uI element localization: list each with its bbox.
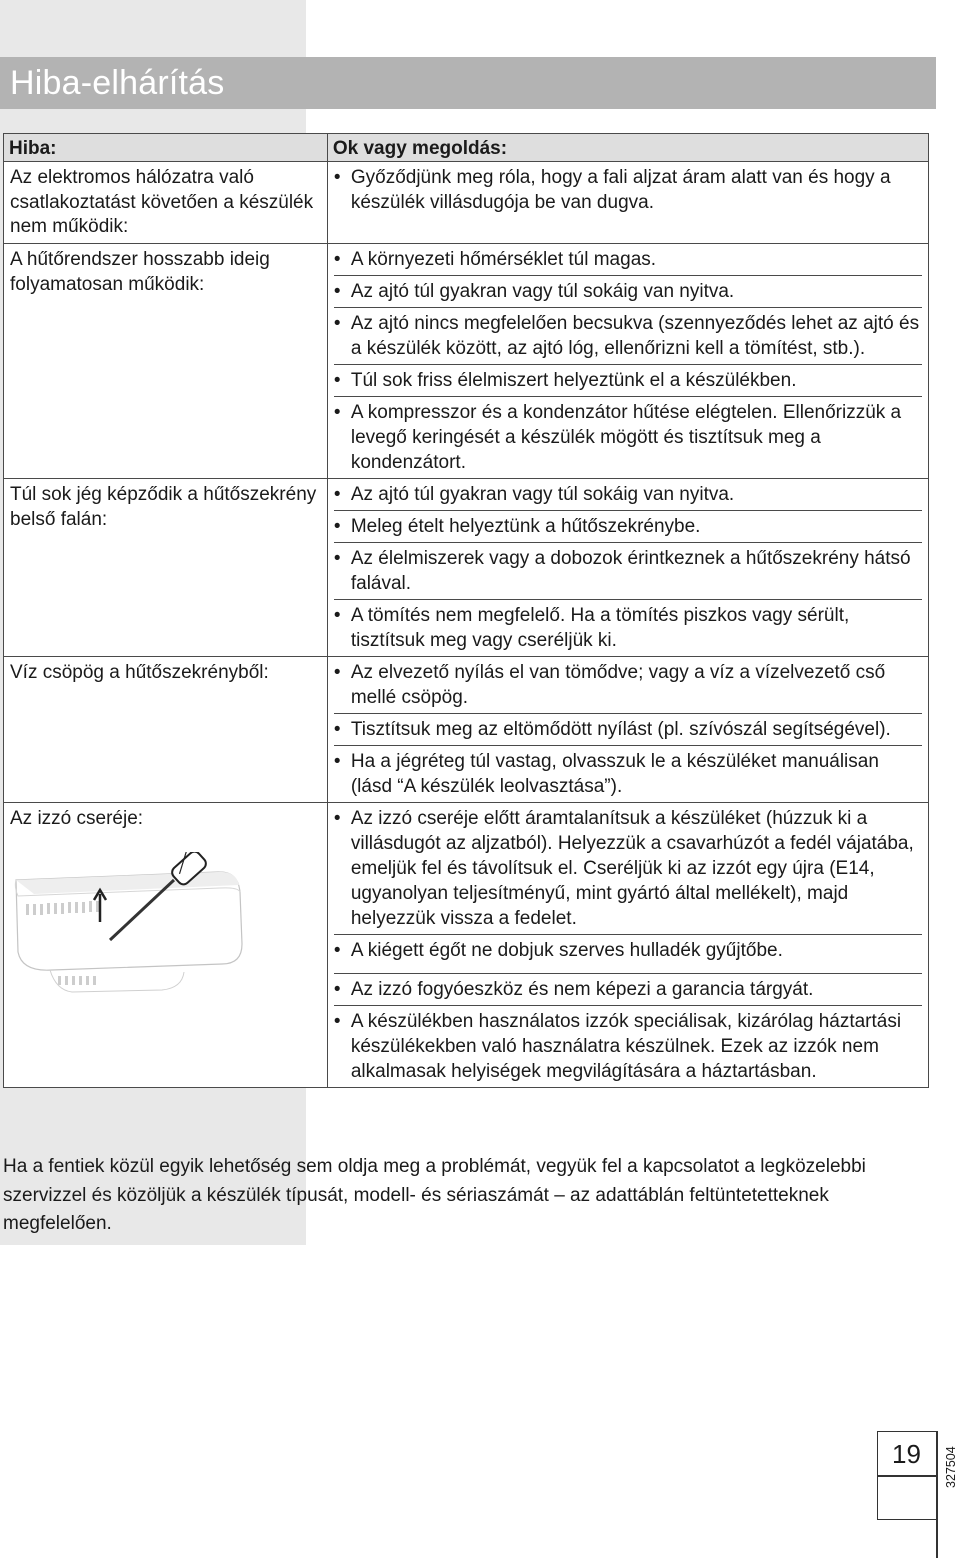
solution-item: • Az elvezető nyílás el van tömődve; vagy a víz a vízelvezető cső mellé csöpög. xyxy=(334,657,922,714)
solution-item: • Tisztítsuk meg az eltömődött nyílást (pl. szívószál segítségével). xyxy=(334,714,922,746)
document-code-text: 327504 xyxy=(944,1446,958,1488)
page-number: 19 xyxy=(892,1439,921,1469)
solution-item: • Túl sok friss élelmiszert helyeztünk el a készülékben. xyxy=(334,365,922,397)
solution-cell xyxy=(327,803,928,1088)
page-title: Hiba-elhárítás xyxy=(10,64,225,102)
fault-text: Az izzó cseréje: xyxy=(10,808,144,829)
header-solution: Ok vagy megoldás: xyxy=(327,134,928,162)
solution-item: • Az ajtó túl gyakran vagy túl sokáig van nyitva. xyxy=(334,276,922,308)
table-row xyxy=(4,479,929,657)
fault-cell: A hűtőrendszer hosszabb ideig folyamatosan működik: xyxy=(4,244,328,479)
table-row xyxy=(4,803,929,1088)
footer-note: Ha a fentiek közül egyik lehetőség sem oldja meg a problémát, vegyük fel a kapcsolatot a legközelebbi szervizzel és közöljük a készülék típusát, modell- és sériaszámát – az adattáblán feltüntetetteknek megfelelően. xyxy=(3,1156,866,1234)
fault-cell xyxy=(4,803,328,1088)
solution-item: • Meleg ételt helyeztünk a hűtőszekrénybe. xyxy=(334,511,922,543)
table-row xyxy=(4,162,929,244)
fault-cell: Az elektromos hálózatra való csatlakoztatást követően a készülék nem működik: xyxy=(4,162,328,244)
solution-item: • A készülékben használatos izzók speciálisak, kizárólag háztartási készülékekben való használatra készülnek. Ezek az izzók nem alkalmasak helyiségek megvilágítására a háztartásban. xyxy=(334,1006,922,1087)
solution-item: • Az ajtó túl gyakran vagy túl sokáig van nyitva. xyxy=(334,479,922,511)
fault-cell: Víz csöpög a hűtőszekrényből: xyxy=(4,657,328,803)
solution-item: • A tömítés nem megfelelő. Ha a tömítés piszkos vagy sérült, tisztítsuk meg vagy cseréljük ki. xyxy=(334,600,922,656)
bulb-cover-illustration xyxy=(12,852,244,998)
solution-item: • Győződjünk meg róla, hogy a fali aljzat áram alatt van és hogy a készülék villásdugója be van dugva. xyxy=(334,162,922,243)
troubleshooting-table xyxy=(3,133,929,1088)
table-header-row xyxy=(4,134,929,162)
solution-cell xyxy=(327,479,928,657)
solution-item: • A kompresszor és a kondenzátor hűtése elégtelen. Ellenőrizzük a levegő keringését a készülék mögött és tisztítsuk meg a kondenzátort. xyxy=(334,397,922,478)
fault-cell: Túl sok jég képződik a hűtőszekrény belső falán: xyxy=(4,479,328,657)
solution-item: • Az ajtó nincs megfelelően becsukva (szennyeződés lehet az ajtó és a készülék között, az ajtó lóg, ellenőrizni kell a tömítést, stb.). xyxy=(334,308,922,365)
solution-item: • A kiégett égőt ne dobjuk szerves hulladék gyűjtőbe. xyxy=(334,935,922,974)
solution-item: • Az izzó cseréje előtt áramtalanítsuk a készüléket (húzzuk ki a villásdugót az aljzatból). Helyezzük a csavarhúzót a fedél vájatába, emeljük fel és távolítsuk el. Cseréljük ki az izzót egy újra (E14, ugyanolyan teljesítményű, mint gyártó által mellékelt), majd helyezzük vissza a fedelet. xyxy=(334,803,922,935)
solution-cell xyxy=(327,244,928,479)
solution-item: • Ha a jégréteg túl vastag, olvasszuk le a készüléket manuálisan (lásd “A készülék leolvasztása”). xyxy=(334,746,922,802)
solution-item: • Az élelmiszerek vagy a dobozok érintkeznek a hűtőszekrény hátsó falával. xyxy=(334,543,922,600)
header-fault: Hiba: xyxy=(4,134,328,162)
table-row xyxy=(4,244,929,479)
solution-item: • Az izzó fogyóeszköz és nem képezi a garancia tárgyát. xyxy=(334,974,922,1006)
table-row xyxy=(4,657,929,803)
solution-cell xyxy=(327,657,928,803)
document-code xyxy=(942,1426,958,1488)
solution-cell xyxy=(327,162,928,244)
solution-item: • A környezeti hőmérséklet túl magas. xyxy=(334,244,922,276)
page-margin-line xyxy=(936,1431,938,1558)
